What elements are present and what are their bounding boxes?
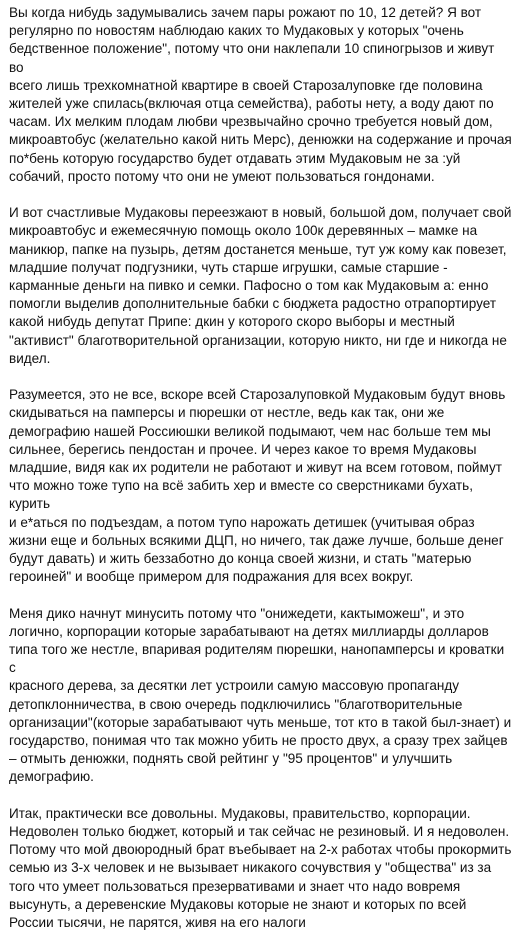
post-paragraph-1: Вы когда нибудь задумывались зачем пары рожают по 10, 12 детей? Я вот регулярно по новостям наблюдаю каких то Мудаковых у которых "очень бедственное положение", потому что они наклепали 10 спиногрызов и живут во всего лишь трехкомнатной квартире в своей Старозалуповке где половина жителей уже спилась(включая отца семейства), работы нету, а воду дают по часам. Их мелким плодам любви чрезвычайно срочно требуется новый дом, микроавтобус (желательно какой нить Мерс), денюжки на содержание и прочая по*бень которую государство будет отдавать этим Мудаковым не за :уй собачий, просто потому что они не умеют пользоваться гондонами. <box>9 5 512 184</box>
post-text <box>9 4 512 932</box>
post-paragraph-4: Меня дико начнут минусить потому что "онижедети, кактыможеш", и это логично, корпорации которые зарабатывают на детях миллиарды долларов типа того же нестле, впаривая родителям пюрешки, нанопамперсы и кроватки с красного дерева, за десятки лет устроили самую массовую пропаганду детопклонничества, в свою очередь подключились "благотворительные организации"(которые зарабатывают чуть меньше, тот кто в такой был-знает) и государство, понимая что так можно убить не просто двух, а сразу трех зайцев – отмыть денюжки, поднять свой рейтинг у "95 процентов" и улучшить демографию. <box>9 605 512 785</box>
post-paragraph-2: И вот счастливые Мудаковы переезжают в новый, большой дом, получает свой микроавтобус и ежемесячную помощь около 100к деревянных – мамке на маникюр, папке на пузырь, детям достанется меньше, тут уж кому как повезет, младшие получат подгузники, чуть старше игрушки, самые старшие - карманные деньги на пивко и семки. Пафосно о том как Мудаковым а: енно помогли выделив дополнительные бабки с бюджета радостно отрапортирует какой нибудь депутат Припе: дкин у которого скоро выборы и местный "активист" благотворительной организации, которую никто, ни где и никогда не видел. <box>9 205 512 366</box>
post-paragraph-5: Итак, практически все довольны. Мудаковы, правительство, корпорации. Недоволен только бюджет, который и так сейчас не резиновый. И я недоволен. Потому что мой двоюродный брат въебывает на 2-х работах чтобы прокормить семью из 3-х человек и не вызывает никакого сочувствия у "общества" из за того что умеет пользоваться презервативами и знает что надо вовремя высунуть, а деревенские Мудаковы которые не знают и которых по всей России тысячи, не парятся, живя на его налоги <box>9 805 512 931</box>
post-paragraph-3: Разумеется, это не все, вскоре всей Старозалуповкой Мудаковым будут вновь скидываться на памперсы и пюрешки от нестле, ведь как так, они же демографию нашей Россиюшки великой подымают, чем нас больше тем мы сильнее, берегись пендостан и прочее. И через какое то время Мудаковы младшие, видя как их родители не работают и живут на всем готовом, поймут что можно тоже тупо на всё забить хер и вместе со сверстниками бухать, курить и е*аться по подъездам, а потом тупо нарожать детишек (учитывая образ жизни еще и больных всякими ДЦП, но ничего, так даже лучше, больше денег будут давать) и жить беззаботно до конца своей жизни, и стать "матерью героиней" и вообще примером для подражания для всех вокруг. <box>9 387 506 585</box>
